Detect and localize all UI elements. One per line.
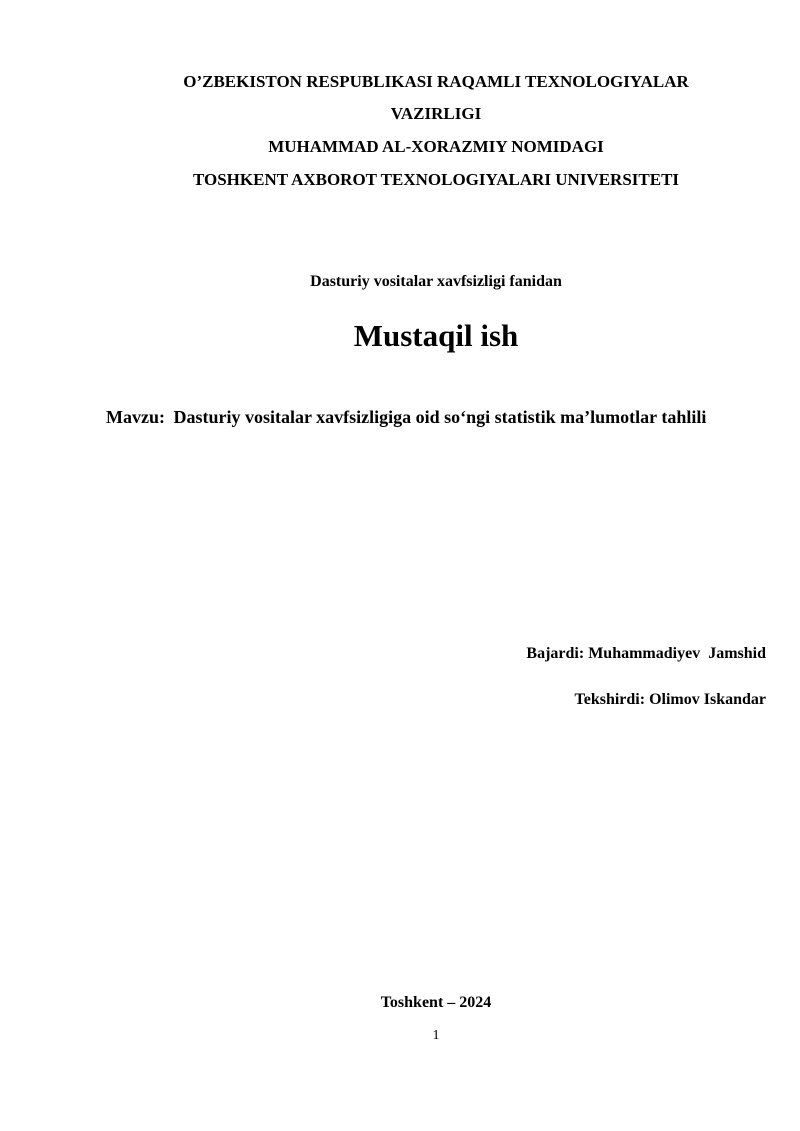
city-year: Toshkent – 2024 <box>380 994 492 1011</box>
topic-text: Dasturiy vositalar xavfsizligiga oid so‘ngi statistik ma’lumotlar tahlili <box>173 407 707 427</box>
reviewer-line: Tekshirdi: Olimov Iskandar <box>574 691 766 708</box>
course-subject: Dasturiy vositalar xavfsizligi fanidan <box>310 273 562 290</box>
topic-label: Mavzu: <box>106 407 165 427</box>
ministry-name-line-1: O’ZBEKISTON RESPUBLIKASI RAQAMLI TEXNOLOGIYALAR <box>183 72 689 91</box>
university-name-line-1: MUHAMMAD AL-XORAZMIY NOMIDAGI <box>268 137 604 156</box>
page-number: 1 <box>432 1028 440 1043</box>
ministry-name-line-2: VAZIRLIGI <box>390 104 482 123</box>
topic-paragraph <box>106 405 766 429</box>
university-name-line-2: TOSHKENT AXBOROT TEXNOLOGIYALARI UNIVERSITETI <box>192 170 680 189</box>
author-line: Bajardi: Muhammadiyev Jamshid <box>526 645 766 662</box>
document-title: Mustaqil ish <box>353 318 519 353</box>
